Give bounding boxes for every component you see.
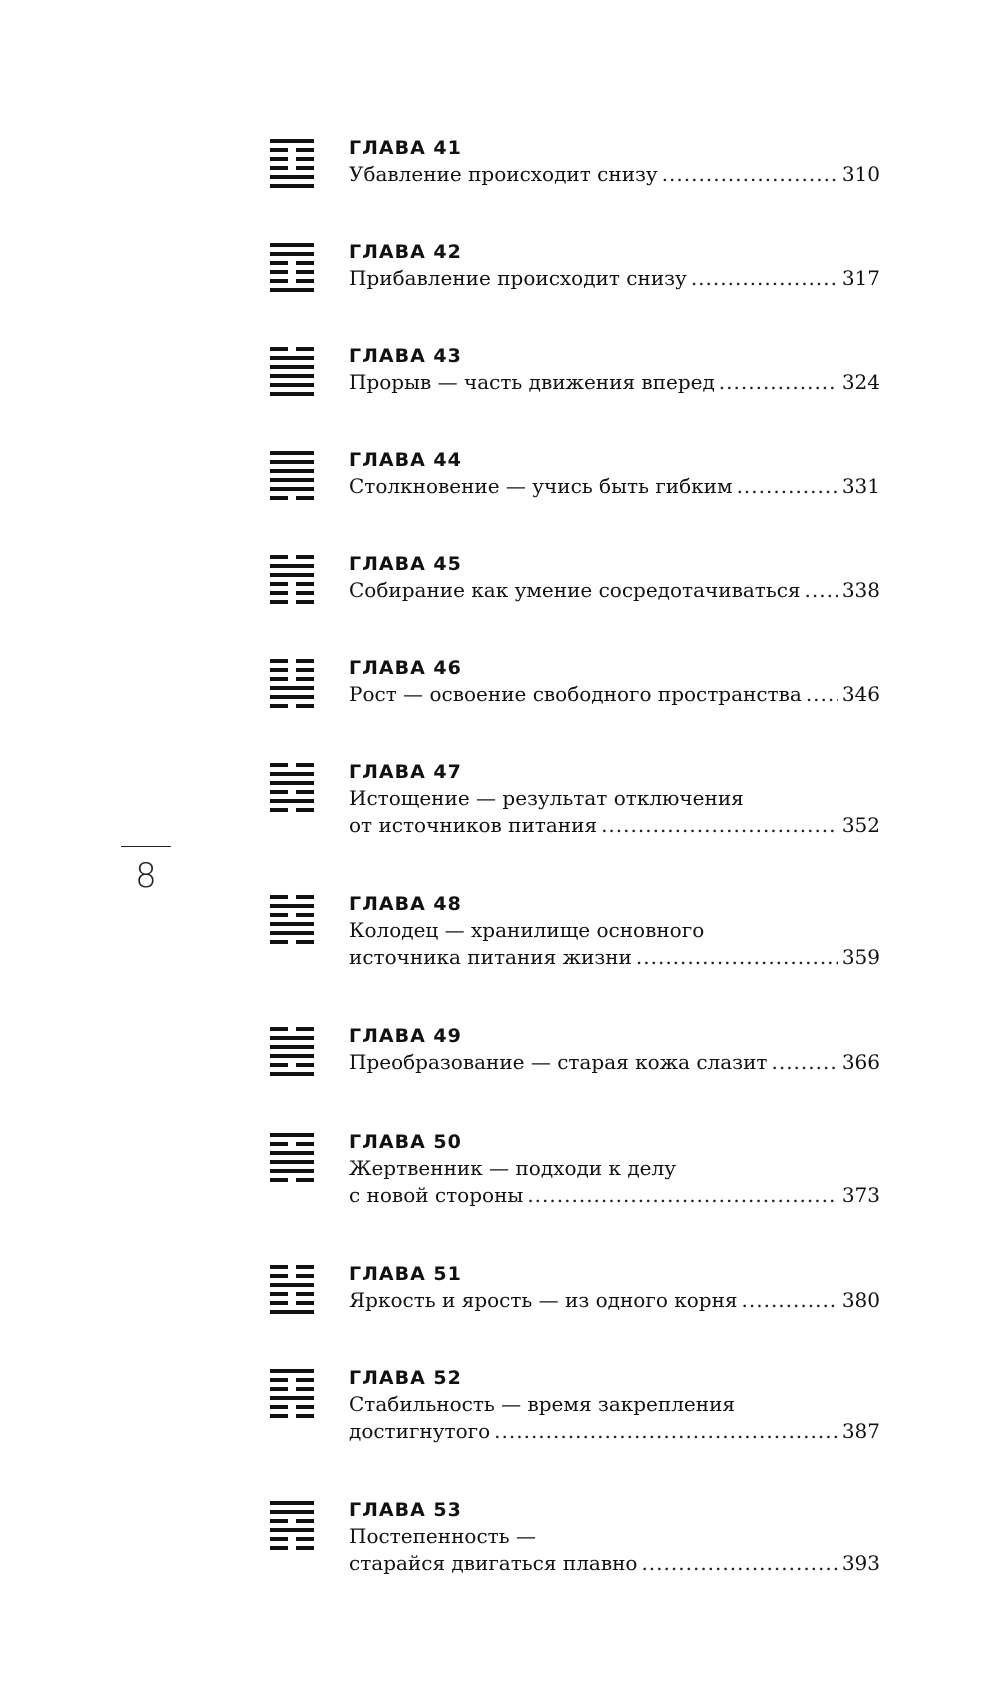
- chapter-title-line: Прибавление происходит снизу ..... 317: [349, 265, 880, 292]
- chapter-label: ГЛАВА 41: [349, 137, 462, 159]
- yin-line: [270, 600, 314, 604]
- yin-line: [270, 1301, 314, 1305]
- yang-line: [270, 392, 314, 396]
- chapter-label: ГЛАВА 51: [349, 1263, 462, 1285]
- page-ref: 338: [841, 578, 880, 602]
- yang-line: [270, 478, 314, 482]
- hexagram-icon: [270, 451, 314, 500]
- chapter-label: ГЛАВА 47: [349, 761, 462, 783]
- hexagram-icon: [270, 347, 314, 396]
- dot-leader: [636, 944, 838, 971]
- page-ref: 346: [841, 682, 880, 706]
- yang-line: [270, 781, 314, 785]
- yang-line: [270, 139, 314, 143]
- yang-line: [270, 487, 314, 491]
- yang-line: [270, 922, 314, 926]
- hexagram-icon: [270, 555, 314, 604]
- yin-line: [270, 261, 314, 265]
- chapter-title-line: от источников питания ..... 352: [349, 812, 880, 839]
- hexagram-icon: [270, 243, 314, 292]
- page-ref: 317: [841, 266, 880, 290]
- chapter-label: ГЛАВА 46: [349, 657, 462, 679]
- yang-line: [270, 1045, 314, 1049]
- hexagram-icon: [270, 1027, 314, 1076]
- yin-line: [270, 940, 314, 944]
- hexagram-icon: [270, 1369, 314, 1418]
- yin-line: [270, 148, 314, 152]
- dot-leader: [742, 1287, 838, 1314]
- yang-line: [270, 1310, 314, 1314]
- chapter-title-line: старайся двигаться плавно ..... 393: [349, 1550, 880, 1577]
- yang-line: [270, 175, 314, 179]
- chapter-title-line: Колодец — хранилище основного: [349, 918, 705, 942]
- yang-line: [270, 1054, 314, 1058]
- dot-leader: [806, 681, 838, 708]
- yang-line: [270, 451, 314, 455]
- chapter-title-line: Столкновение — учись быть гибким ..... 331: [349, 473, 880, 500]
- yin-line: [270, 1063, 314, 1067]
- yin-line: [270, 1378, 314, 1382]
- chapter-title-line: Постепенность —: [349, 1524, 536, 1548]
- yin-line: [270, 1519, 314, 1523]
- yang-line: [270, 1283, 314, 1287]
- dot-leader: [494, 1418, 838, 1445]
- yang-line: [270, 1510, 314, 1514]
- chapter-label: ГЛАВА 53: [349, 1499, 462, 1521]
- yang-line: [270, 1528, 314, 1532]
- yin-line: [270, 763, 314, 767]
- yang-line: [270, 695, 314, 699]
- chapter-label: ГЛАВА 49: [349, 1025, 462, 1047]
- yin-line: [270, 1178, 314, 1182]
- yin-line: [270, 347, 314, 351]
- yang-line: [270, 365, 314, 369]
- yin-line: [270, 555, 314, 559]
- yin-line: [270, 1537, 314, 1541]
- page-ref: 393: [841, 1551, 880, 1575]
- dot-leader: [641, 1550, 837, 1577]
- chapter-title-line: Яркость и ярость — из одного корня ..... 380: [349, 1287, 880, 1314]
- chapter-title-line: Прорыв — часть движения вперед ..... 324: [349, 369, 880, 396]
- yang-line: [270, 243, 314, 247]
- yin-line: [270, 1292, 314, 1296]
- chapter-label: ГЛАВА 52: [349, 1367, 462, 1389]
- yang-line: [270, 469, 314, 473]
- yin-line: [270, 582, 314, 586]
- yin-line: [270, 1265, 314, 1269]
- hexagram-icon: [270, 1133, 314, 1182]
- yin-line: [270, 1405, 314, 1409]
- chapter-title-line: Жертвенник — подходи к делу: [349, 1156, 676, 1180]
- page-ref: 331: [841, 474, 880, 498]
- yang-line: [270, 1036, 314, 1040]
- yang-line: [270, 460, 314, 464]
- yin-line: [270, 279, 314, 283]
- yang-line: [270, 904, 314, 908]
- yin-line: [270, 790, 314, 794]
- chapter-title-line: Рост — освоение свободного пространства ..... 346: [349, 681, 880, 708]
- chapter-title-line: Собирание как умение сосредотачиваться ..... 338: [349, 577, 880, 604]
- yin-line: [270, 677, 314, 681]
- yang-line: [270, 184, 314, 188]
- yang-line: [270, 573, 314, 577]
- chapter-label: ГЛАВА 42: [349, 241, 462, 263]
- chapter-label: ГЛАВА 44: [349, 449, 462, 471]
- chapter-label: ГЛАВА 48: [349, 893, 462, 915]
- hexagram-icon: [270, 895, 314, 944]
- yang-line: [270, 1369, 314, 1373]
- hexagram-icon: [270, 1501, 314, 1550]
- hexagram-icon: [270, 659, 314, 708]
- yang-line: [270, 772, 314, 776]
- yin-line: [270, 1546, 314, 1550]
- hexagram-icon: [270, 763, 314, 812]
- yin-line: [270, 1027, 314, 1031]
- yang-line: [270, 1072, 314, 1076]
- chapter-label: ГЛАВА 50: [349, 1131, 462, 1153]
- yin-line: [270, 1274, 314, 1278]
- yin-line: [270, 270, 314, 274]
- hexagram-icon: [270, 139, 314, 188]
- yin-line: [270, 668, 314, 672]
- yin-line: [270, 1142, 314, 1146]
- chapter-label: ГЛАВА 43: [349, 345, 462, 367]
- dot-leader: [771, 1049, 837, 1076]
- page-ref: 366: [841, 1050, 880, 1074]
- chapter-title-line: достигнутого ..... 387: [349, 1418, 880, 1445]
- dot-leader: [601, 812, 838, 839]
- yin-line: [270, 913, 314, 917]
- yang-line: [270, 1501, 314, 1505]
- chapter-label: ГЛАВА 45: [349, 553, 462, 575]
- yang-line: [270, 252, 314, 256]
- page-ref: 380: [841, 1288, 880, 1312]
- yang-line: [270, 564, 314, 568]
- yin-line: [270, 1414, 314, 1418]
- yin-line: [270, 808, 314, 812]
- yin-line: [270, 659, 314, 663]
- chapter-title-line: источника питания жизни ..... 359: [349, 944, 880, 971]
- yang-line: [270, 1151, 314, 1155]
- yin-line: [270, 496, 314, 500]
- chapter-title-line: Стабильность — время закрепления: [349, 1392, 736, 1416]
- page-ref: 359: [841, 945, 880, 969]
- yang-line: [270, 1133, 314, 1137]
- dot-leader: [662, 161, 838, 188]
- yin-line: [270, 895, 314, 899]
- hexagram-icon: [270, 1265, 314, 1314]
- dot-leader: [719, 369, 838, 396]
- yin-line: [270, 166, 314, 170]
- yang-line: [270, 799, 314, 803]
- page-ref: 310: [841, 162, 880, 186]
- yang-line: [270, 931, 314, 935]
- yang-line: [270, 1169, 314, 1173]
- dot-leader: [527, 1182, 837, 1209]
- yang-line: [270, 288, 314, 292]
- chapter-title-line: Убавление происходит снизу ..... 310: [349, 161, 880, 188]
- dot-leader: [805, 577, 838, 604]
- yang-line: [270, 1396, 314, 1400]
- yin-line: [270, 591, 314, 595]
- yin-line: [270, 1387, 314, 1391]
- page-ref: 352: [841, 813, 880, 837]
- page-ref: 373: [841, 1183, 880, 1207]
- yang-line: [270, 374, 314, 378]
- page-ref: 387: [841, 1419, 880, 1443]
- page-ref: 324: [841, 370, 880, 394]
- chapter-title-line: с новой стороны ..... 373: [349, 1182, 880, 1209]
- chapter-title-line: Истощение — результат отключения: [349, 786, 744, 810]
- yang-line: [270, 383, 314, 387]
- dot-leader: [737, 473, 838, 500]
- yang-line: [270, 356, 314, 360]
- yang-line: [270, 1160, 314, 1164]
- dot-leader: [691, 265, 838, 292]
- yang-line: [270, 686, 314, 690]
- page-number: 8: [135, 856, 157, 896]
- yin-line: [270, 704, 314, 708]
- yin-line: [270, 157, 314, 161]
- chapter-title-line: Преобразование — старая кожа слазит ..... 366: [349, 1049, 880, 1076]
